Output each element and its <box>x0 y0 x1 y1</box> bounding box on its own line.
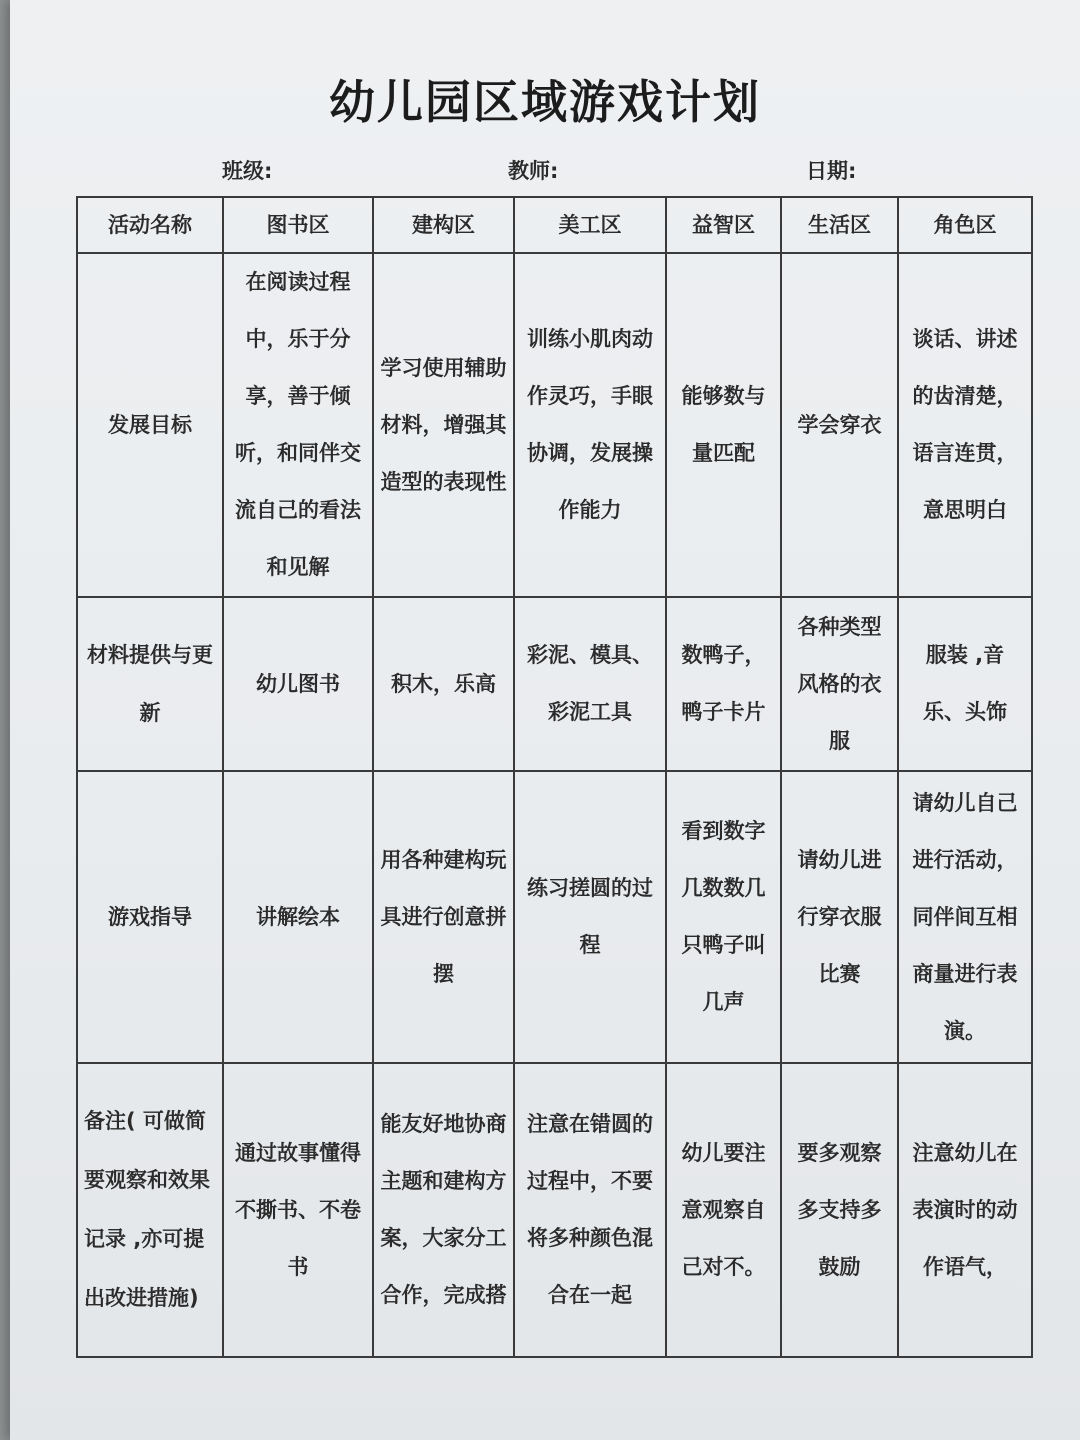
guide-puzzle-area: 看到数字几数数几只鸭子叫几声 <box>666 771 781 1063</box>
row-label-materials: 材料提供与更新 <box>77 597 223 771</box>
guide-art-area: 练习搓圆的过程 <box>514 771 666 1063</box>
header-art-area: 美工区 <box>514 197 666 253</box>
header-puzzle-area: 益智区 <box>666 197 781 253</box>
guide-role-area: 请幼儿自己进行活动，同伴间互相商量进行表演。 <box>898 771 1032 1063</box>
header-activity-name: 活动名称 <box>77 197 223 253</box>
note-art-area: 注意在错圆的过程中，不要将多种颜色混合在一起 <box>514 1063 666 1357</box>
row-label-notes: 备注( 可做简要观察和效果记录 ,亦可提出改进措施) <box>77 1063 223 1357</box>
material-puzzle-area: 数鸭子，鸭子卡片 <box>666 597 781 771</box>
goal-life-area: 学会穿衣 <box>781 253 898 597</box>
guide-book-area: 讲解绘本 <box>223 771 373 1063</box>
header-role-area: 角色区 <box>898 197 1032 253</box>
table-row-game-guidance <box>77 771 1032 1063</box>
material-construction-area: 积木，乐高 <box>373 597 514 771</box>
plan-table <box>76 196 1033 1358</box>
date-label: 日期: <box>806 159 857 183</box>
class-label: 班级: <box>222 159 273 183</box>
row-label-game-guidance: 游戏指导 <box>77 771 223 1063</box>
goal-role-area: 谈话、讲述的齿清楚，语言连贯，意思明白 <box>898 253 1032 597</box>
guide-life-area: 请幼儿进行穿衣服比赛 <box>781 771 898 1063</box>
header-life-area: 生活区 <box>781 197 898 253</box>
row-label-development-goals: 发展目标 <box>77 253 223 597</box>
goal-art-area: 训练小肌肉动作灵巧，手眼协调，发展操作能力 <box>514 253 666 597</box>
note-role-area: 注意幼儿在表演时的动作语气， <box>898 1063 1032 1357</box>
goal-book-area: 在阅读过程中，乐于分享，善于倾听，和同伴交流自己的看法和见解 <box>223 253 373 597</box>
material-role-area: 服装 ,音乐、头饰 <box>898 597 1032 771</box>
material-book-area: 幼儿图书 <box>223 597 373 771</box>
header-row <box>77 197 1032 253</box>
header-construction-area: 建构区 <box>373 197 514 253</box>
header-book-area: 图书区 <box>223 197 373 253</box>
note-life-area: 要多观察多支持多鼓励 <box>781 1063 898 1357</box>
note-book-area: 通过故事懂得不撕书、不卷书 <box>223 1063 373 1357</box>
note-puzzle-area: 幼儿要注意观察自己对不。 <box>666 1063 781 1357</box>
goal-construction-area: 学习使用辅助材料，增强其造型的表现性 <box>373 253 514 597</box>
goal-puzzle-area: 能够数与量匹配 <box>666 253 781 597</box>
note-construction-area: 能友好地协商主题和建构方案，大家分工合作，完成搭 <box>373 1063 514 1357</box>
table-row-materials <box>77 597 1032 771</box>
table-row-development-goals <box>77 253 1032 597</box>
paper-sheet <box>10 0 1080 1440</box>
guide-construction-area: 用各种建构玩具进行创意拼摆 <box>373 771 514 1063</box>
document-title: 幼儿园区域游戏计划 <box>329 75 761 129</box>
material-life-area: 各种类型风格的衣服 <box>781 597 898 771</box>
teacher-label: 教师: <box>508 159 559 183</box>
table-row-notes <box>77 1063 1032 1357</box>
material-art-area: 彩泥、模具、彩泥工具 <box>514 597 666 771</box>
